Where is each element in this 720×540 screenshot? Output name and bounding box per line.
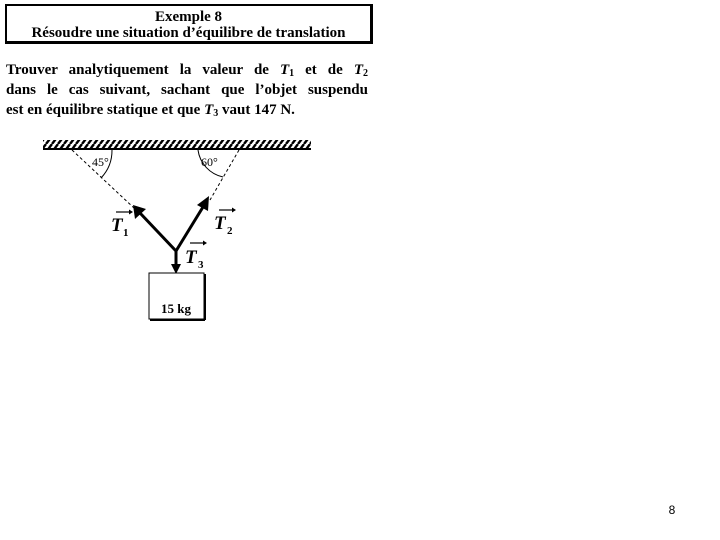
vector-label-t3-tip <box>203 241 207 246</box>
svg-text:3: 3 <box>198 259 204 271</box>
vector-label-t2-tip <box>232 208 236 213</box>
angle-label-left: 45° <box>92 155 109 169</box>
vector-label-t1-tip <box>129 210 133 215</box>
ceiling <box>43 140 311 149</box>
vector-label-t2 <box>214 208 236 238</box>
svg-text:T: T <box>185 247 197 268</box>
svg-text:1: 1 <box>123 227 129 239</box>
svg-text:2: 2 <box>227 225 233 237</box>
vector-t1 <box>133 205 176 251</box>
example-subtitle: Résoudre une situation d’équilibre de translation <box>31 25 346 41</box>
page-number: 8 <box>668 503 676 517</box>
problem-line-3: est en équilibre statique et que $T_3$ vaut 147 N. <box>6 102 295 119</box>
vector-label-t1 <box>111 210 133 240</box>
vector-t2-shaft <box>176 207 203 251</box>
problem-line-1: Trouver analytiquement la valeur de $T_1$ et de $T_2$ <box>6 62 368 79</box>
vector-label-t3 <box>185 241 207 272</box>
svg-text:T: T <box>214 213 226 234</box>
problem-line-2: dans le cas suivant, sachant que l’objet suspendu <box>6 82 368 98</box>
example-title: Exemple 8 <box>154 9 223 25</box>
vector-t3 <box>171 251 181 274</box>
svg-text:T: T <box>111 215 123 236</box>
vector-t1-shaft <box>140 213 176 251</box>
mass-label: 15 kg <box>161 301 191 316</box>
ceiling-hatching <box>43 140 311 148</box>
angle-label-right: 60° <box>201 155 218 169</box>
